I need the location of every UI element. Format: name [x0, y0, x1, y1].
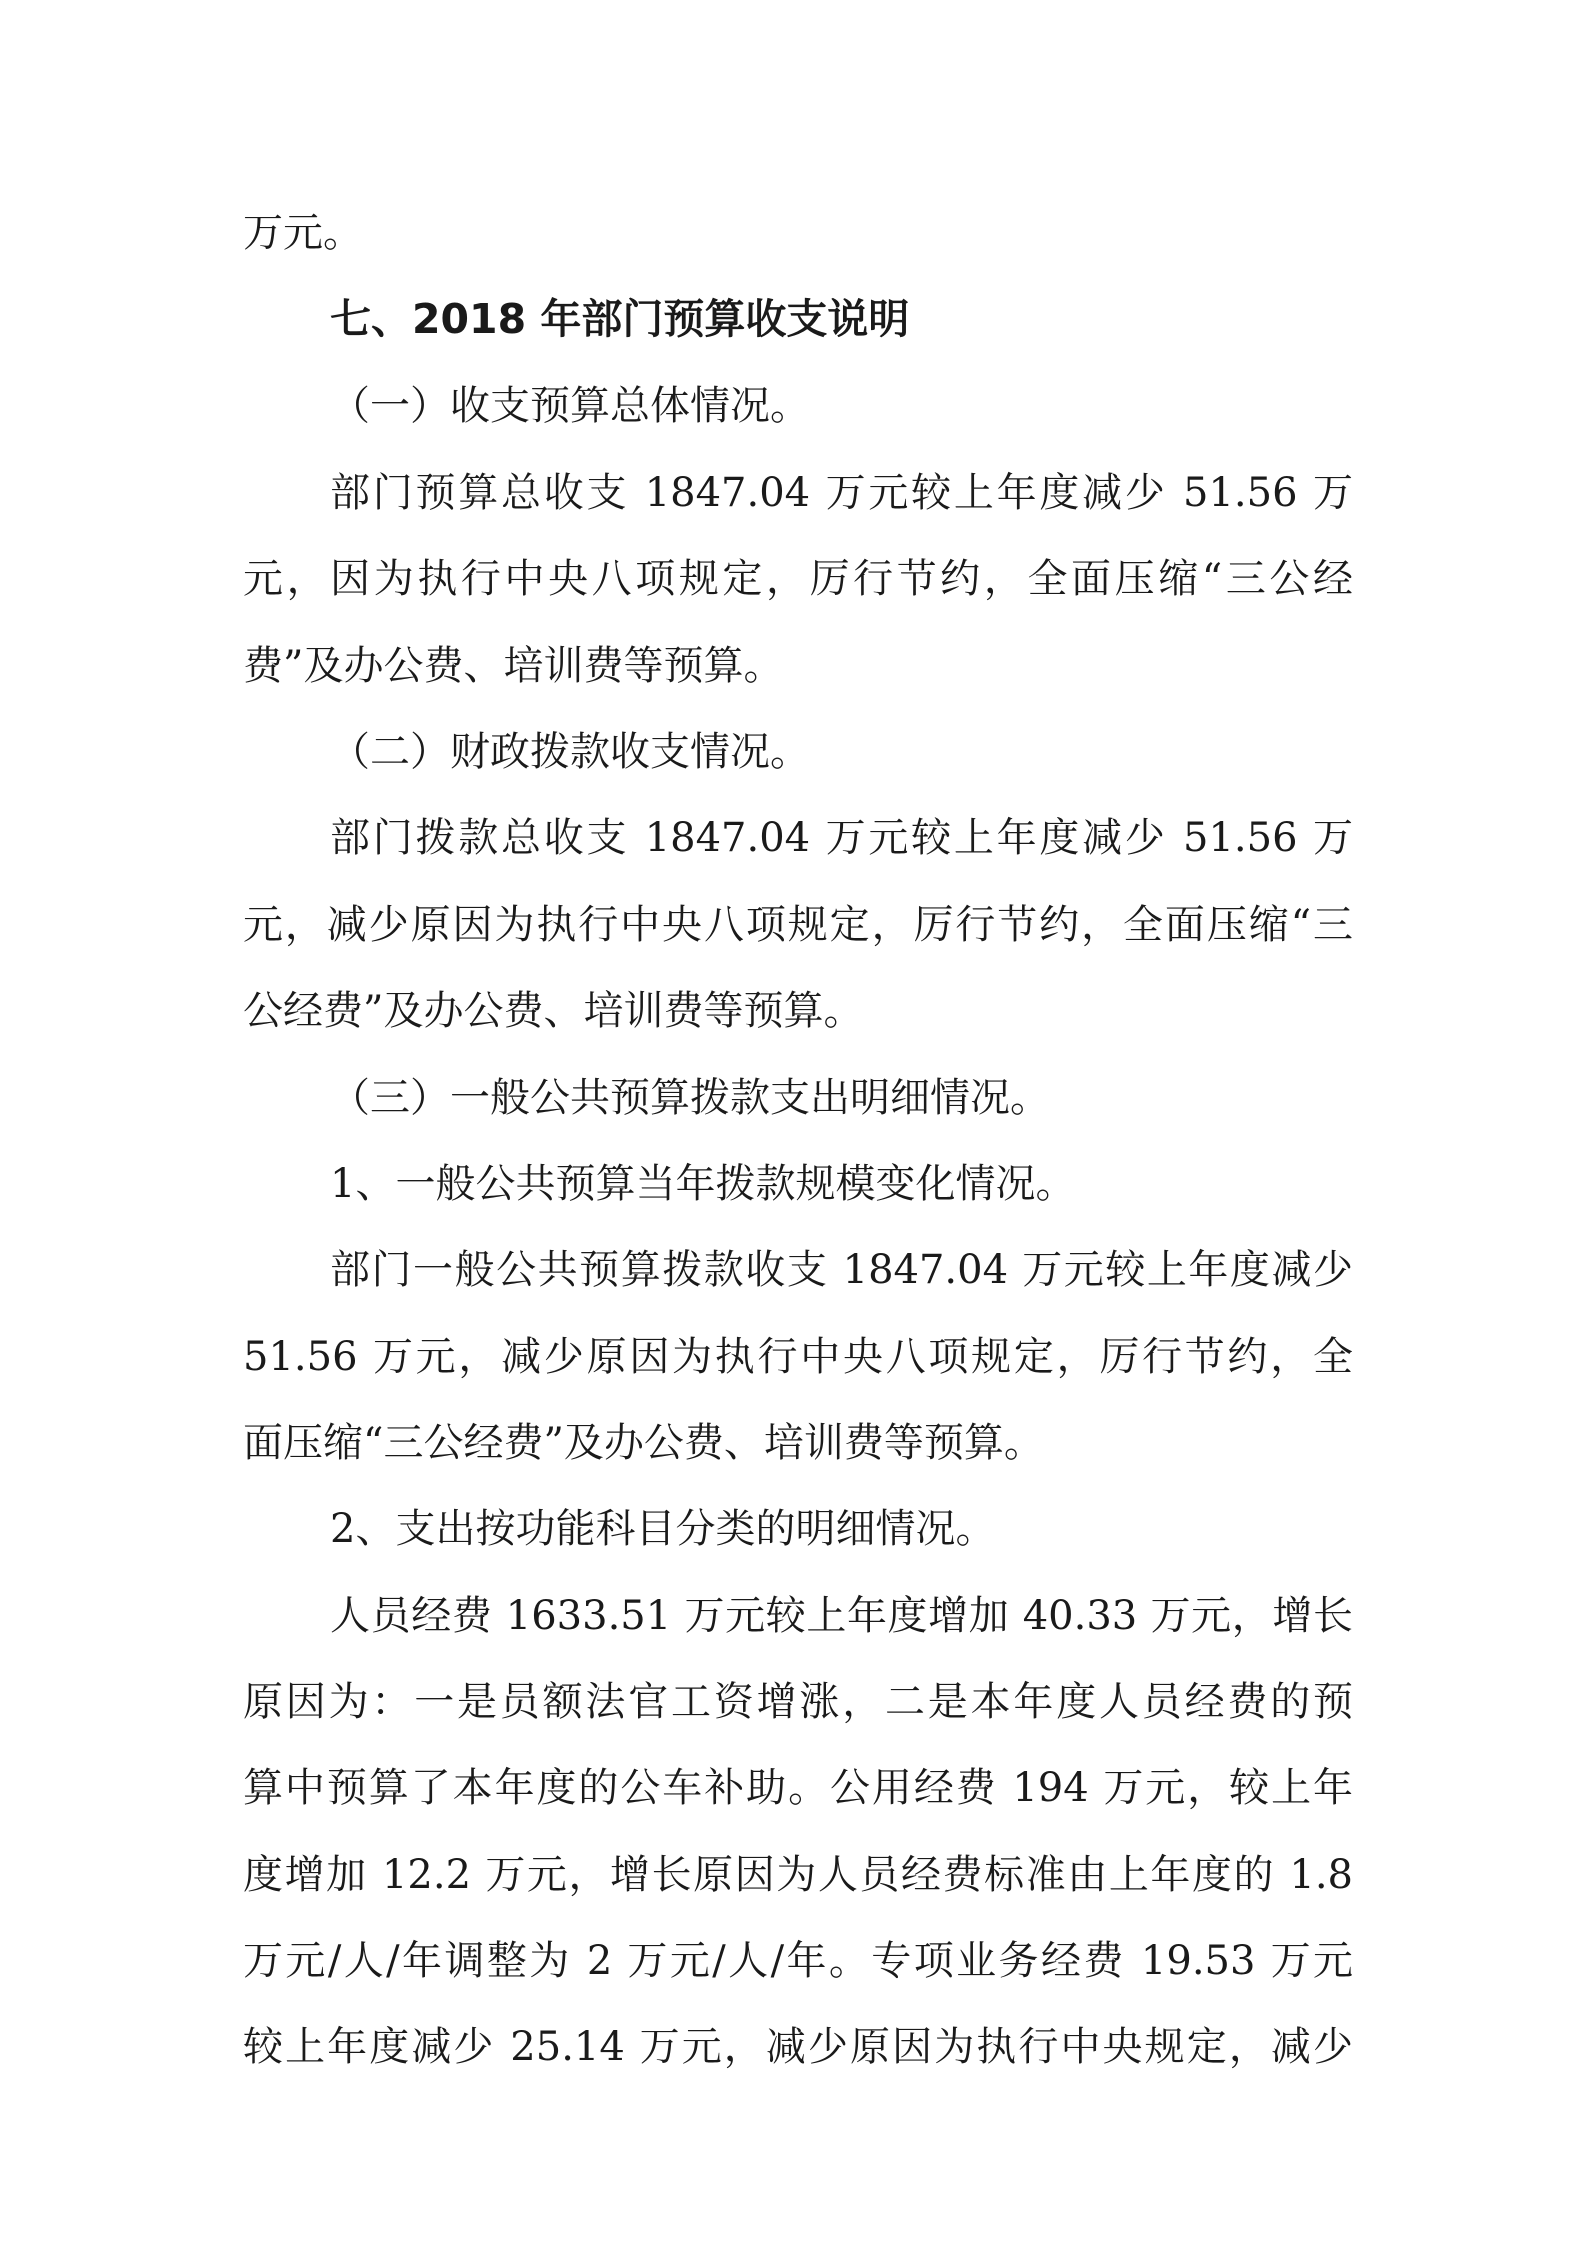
paragraph-line: 面压缩“三公经费”及办公费、培训费等预算。	[243, 1420, 1044, 1466]
paragraph-line: 费”及办公费、培训费等预算。	[243, 643, 784, 689]
paragraph-line: 万元/人/年调整为 2 万元/人/年。专项业务经费 19.53 万元	[243, 1938, 1353, 1984]
paragraph-line: 人员经费 1633.51 万元较上年度增加 40.33 万元，增长	[330, 1593, 1353, 1639]
paragraph-line: 部门一般公共预算拨款收支 1847.04 万元较上年度减少	[330, 1247, 1353, 1293]
subsection-heading-2: （二）财政拨款收支情况。	[330, 729, 810, 775]
paragraph-line: 度增加 12.2 万元，增长原因为人员经费标准由上年度的 1.8	[243, 1852, 1353, 1898]
paragraph-line: 元，因为执行中央八项规定，厉行节约，全面压缩“三公经	[243, 556, 1353, 602]
paragraph-line: 原因为：一是员额法官工资增涨，二是本年度人员经费的预	[243, 1679, 1353, 1725]
paragraph-line: 元，减少原因为执行中央八项规定，厉行节约，全面压缩“三	[243, 902, 1353, 948]
paragraph-line: 部门拨款总收支 1847.04 万元较上年度减少 51.56 万	[330, 815, 1353, 861]
paragraph-line: 算中预算了本年度的公车补助。公用经费 194 万元，较上年	[243, 1765, 1353, 1811]
section-heading: 七、2018 年部门预算收支说明	[330, 295, 910, 343]
paragraph-continuation: 万元。	[243, 210, 363, 256]
numbered-heading-1: 1、一般公共预算当年拨款规模变化情况。	[330, 1161, 1076, 1207]
paragraph-line: 较上年度减少 25.14 万元，减少原因为执行中央规定，减少	[243, 2024, 1353, 2070]
subsection-heading-1: （一）收支预算总体情况。	[330, 383, 810, 429]
paragraph-line: 公经费”及办公费、培训费等预算。	[243, 988, 864, 1034]
paragraph-line: 部门预算总收支 1847.04 万元较上年度减少 51.56 万	[330, 470, 1353, 516]
paragraph-line: 51.56 万元，减少原因为执行中央八项规定，厉行节约，全	[243, 1334, 1353, 1380]
numbered-heading-2: 2、支出按功能科目分类的明细情况。	[330, 1506, 996, 1552]
subsection-heading-3: （三）一般公共预算拨款支出明细情况。	[330, 1075, 1050, 1121]
